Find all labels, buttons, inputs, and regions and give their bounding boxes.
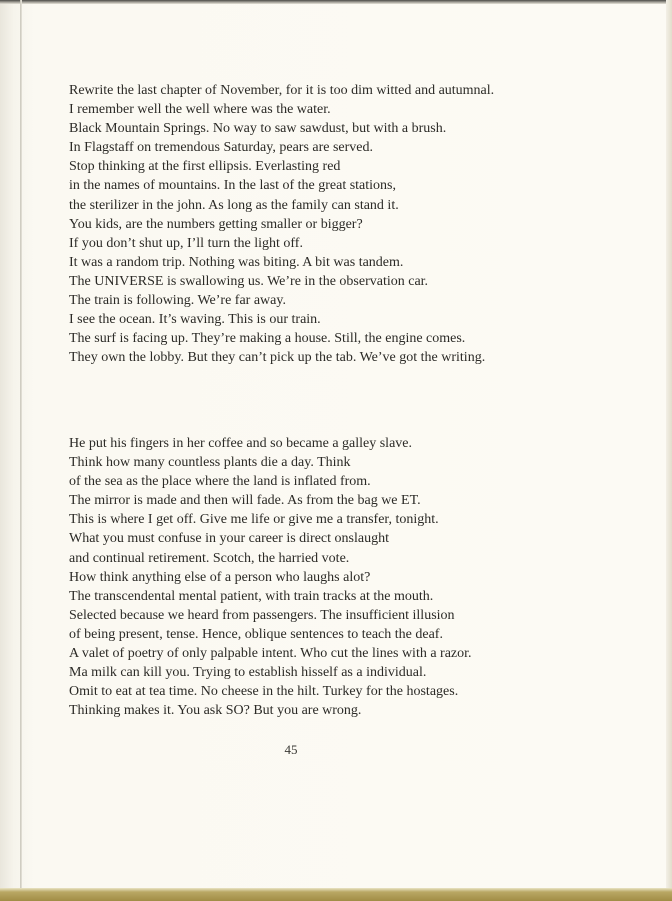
poem-line: Thinking makes it. You ask SO? But you are wrong. (69, 703, 362, 719)
poem-line: Black Mountain Springs. No way to saw sawdust, but with a brush. (69, 121, 447, 137)
poem-line: Ma milk can kill you. Trying to establish hisself as a individual. (69, 665, 427, 681)
page-bottom-edge (0, 888, 672, 901)
page-number: 45 (284, 742, 298, 757)
poem-line: How think anything else of a person who laughs alot? (69, 569, 371, 585)
poem-line: It was a random trip. Nothing was biting. A bit was tandem. (69, 254, 404, 270)
poem-line: He put his fingers in her coffee and so became a galley slave. (69, 436, 412, 451)
poem-line: If you don’t shut up, I’ll turn the light off. (69, 235, 303, 251)
poem-line: Stop thinking at the first ellipsis. Everlasting red (69, 159, 341, 175)
poem-line: What you must confuse in your career is direct onslaught (69, 531, 389, 547)
poem-line: and continual retirement. Scotch, the harried vote. (69, 550, 350, 566)
poem-line: the sterilizer in the john. As long as the family can stand it. (69, 197, 399, 213)
stanza-2 (69, 434, 629, 720)
poem-line: This is where I get off. Give me life or give me a transfer, tonight. (69, 512, 439, 528)
poem-line: In Flagstaff on tremendous Saturday, pears are served. (69, 140, 374, 156)
poem-line: The transcendental mental patient, with train tracks at the mouth. (69, 588, 434, 604)
poem-line: The surf is facing up. They’re making a house. Still, the engine comes. (69, 331, 466, 347)
poem-line: of being present, tense. Hence, oblique sentences to teach the deaf. (69, 626, 443, 642)
page-right-edge (666, 0, 672, 888)
poem-line: The UNIVERSE is swallowing us. We’re in the observation car. (69, 273, 429, 289)
stanza-1 (69, 81, 629, 367)
poem-line: of the sea as the place where the land is inflated from. (69, 474, 371, 490)
poem-line: in the names of mountains. In the last of the great stations, (69, 178, 396, 194)
poem-line: The mirror is made and then will fade. As from the bag we ET. (69, 493, 421, 509)
poem-line: They own the lobby. But they can’t pick up the tab. We’ve got the writing. (69, 350, 486, 366)
poem-line: I see the ocean. It’s waving. This is our train. (69, 312, 321, 328)
poem-line: I remember well the well where was the water. (69, 102, 331, 118)
poem-line: You kids, are the numbers getting smaller or bigger? (69, 216, 363, 232)
poem-line: Omit to eat at tea time. No cheese in the hilt. Turkey for the hostages. (69, 684, 459, 700)
poem-line: Rewrite the last chapter of November, for it is too dim witted and autumnal. (69, 83, 495, 98)
poem-line: Selected because we heard from passengers. The insufficient illusion (69, 607, 455, 623)
poem-line: The train is following. We’re far away. (69, 293, 286, 309)
poem-line: Think how many countless plants die a day. Think (69, 455, 351, 471)
poem-line: A valet of poetry of only palpable intent. Who cut the lines with a razor. (69, 646, 472, 662)
binding-gutter (20, 0, 22, 901)
page-top-edge (0, 0, 672, 4)
